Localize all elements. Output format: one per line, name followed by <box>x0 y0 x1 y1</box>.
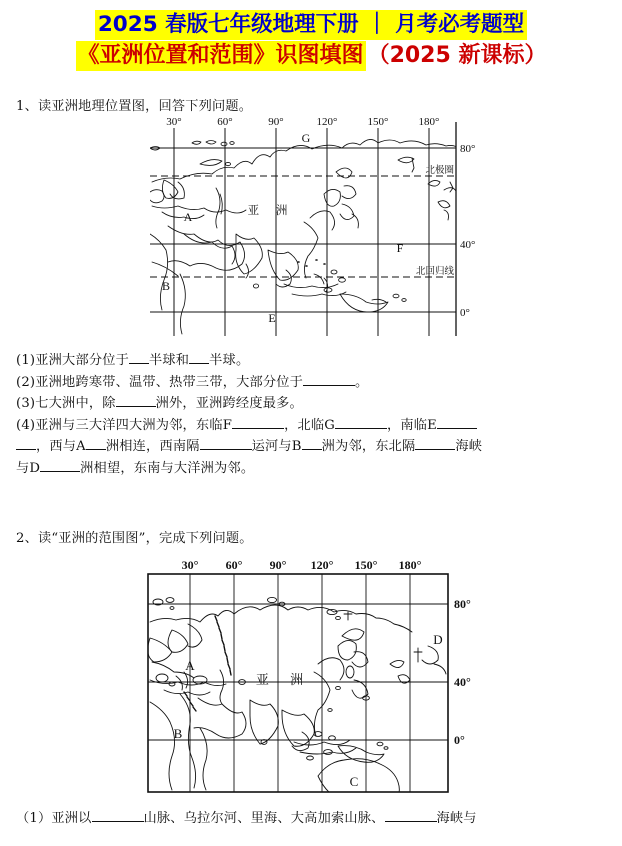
map-asia-extent <box>142 552 512 800</box>
q1-item-2: (2)亚洲地跨寒带、温带、热带三带，大部分位于 。 <box>16 374 369 390</box>
answer-blank[interactable] <box>335 428 387 429</box>
map1-arctic-circle-label: 北极圈 <box>425 166 454 176</box>
map2-lon-label: 120° <box>310 558 334 572</box>
map1-lon-label: 30° <box>166 116 182 128</box>
title-line-1-text: 2025 春版七年级地理下册 ｜ 月考必考题型 <box>95 10 527 40</box>
title-line-2-highlight: 《亚洲位置和范围》识图填图 <box>76 41 366 71</box>
map1-lat-label: 80° <box>460 143 476 155</box>
map1-lon-label: 120° <box>316 116 338 128</box>
question-1-heading: 1、读亚洲地理位置图，回答下列问题。 <box>16 99 253 114</box>
map1-label-A: A <box>183 210 193 224</box>
answer-blank[interactable] <box>303 385 355 386</box>
map2-lat-label: 40° <box>454 675 471 689</box>
map2-lon-label: 150° <box>354 558 378 572</box>
map1-lat-label: 0° <box>460 307 470 319</box>
map2-continent-label: 亚 洲 <box>255 672 313 687</box>
answer-blank[interactable] <box>116 406 156 407</box>
question-1-items <box>16 350 612 479</box>
map1-tropic-cancer-label: 北回归线 <box>415 267 454 277</box>
map2-lon-label: 30° <box>181 558 199 572</box>
map1-label-F: F <box>396 241 404 255</box>
map2-label-D: D <box>433 632 443 647</box>
answer-blank[interactable] <box>415 449 455 450</box>
q2-item-1: （1）亚洲以 山脉、乌拉尔河、里海、大高加索山脉、 海峡与 <box>16 811 477 826</box>
map1-special-parallels <box>150 176 456 277</box>
question-2-heading: 2、读“亚洲的范围图”，完成下列问题。 <box>16 531 253 546</box>
map1-meridians <box>174 128 429 336</box>
title-line-2 <box>0 44 622 67</box>
map2-lon-label: 60° <box>225 558 243 572</box>
answer-blank[interactable] <box>86 449 106 450</box>
answer-blank[interactable] <box>437 428 477 429</box>
answer-blank[interactable] <box>232 428 284 429</box>
q1-item-3: (3)七大洲中，除 洲外，亚洲跨经度最多。 <box>16 396 303 411</box>
map1-label-B: B <box>161 279 171 293</box>
map2-label-B: B <box>173 726 183 741</box>
title-line-1 <box>0 14 622 37</box>
map2-coastlines <box>148 597 446 800</box>
map1-lon-label: 60° <box>217 116 233 128</box>
map-asia-location <box>128 114 488 342</box>
answer-blank[interactable] <box>129 363 149 364</box>
question-2-items <box>16 808 612 830</box>
map1-lon-label: 150° <box>367 116 389 128</box>
map1-lat-label: 40° <box>460 239 476 251</box>
q1-item-4-line1: (4)亚洲与三大洋四大洲为邻，东临F ，北临G ，南临E <box>16 415 612 437</box>
map2-lon-label: 90° <box>269 558 287 572</box>
answer-blank[interactable] <box>16 449 36 450</box>
answer-blank[interactable] <box>302 449 322 450</box>
q1-item-1: (1)亚洲大部分位于 半球和 半球。 <box>16 353 250 368</box>
map2-label-A: A <box>185 658 195 673</box>
map2-lon-label: 180° <box>398 558 422 572</box>
map1-lon-label: 180° <box>418 116 440 128</box>
title-block <box>0 0 622 67</box>
answer-blank[interactable] <box>40 471 80 472</box>
answer-blank[interactable] <box>189 363 209 364</box>
answer-blank[interactable] <box>385 821 437 822</box>
map1-lon-label: 90° <box>268 116 284 128</box>
map1-continent-label: 亚 洲 <box>247 205 295 217</box>
map2-lat-label: 80° <box>454 597 471 611</box>
map1-coastlines <box>150 139 460 334</box>
map2-label-C: C <box>349 774 359 789</box>
map1-label-G: G <box>301 131 311 145</box>
title-line-2-plain: （2025 新课标） <box>367 42 547 68</box>
map1-label-E: E <box>268 311 276 325</box>
answer-blank[interactable] <box>92 821 144 822</box>
q1-item-4-line2: ，西与A 洲相连，西南隔 运河与B 洲为邻，东北隔 海峡 <box>16 436 612 458</box>
answer-blank[interactable] <box>200 449 252 450</box>
map2-lat-label: 0° <box>454 733 465 747</box>
q1-item-4-line3: 与D 洲相望，东南与大洋洲为邻。 <box>16 460 255 476</box>
